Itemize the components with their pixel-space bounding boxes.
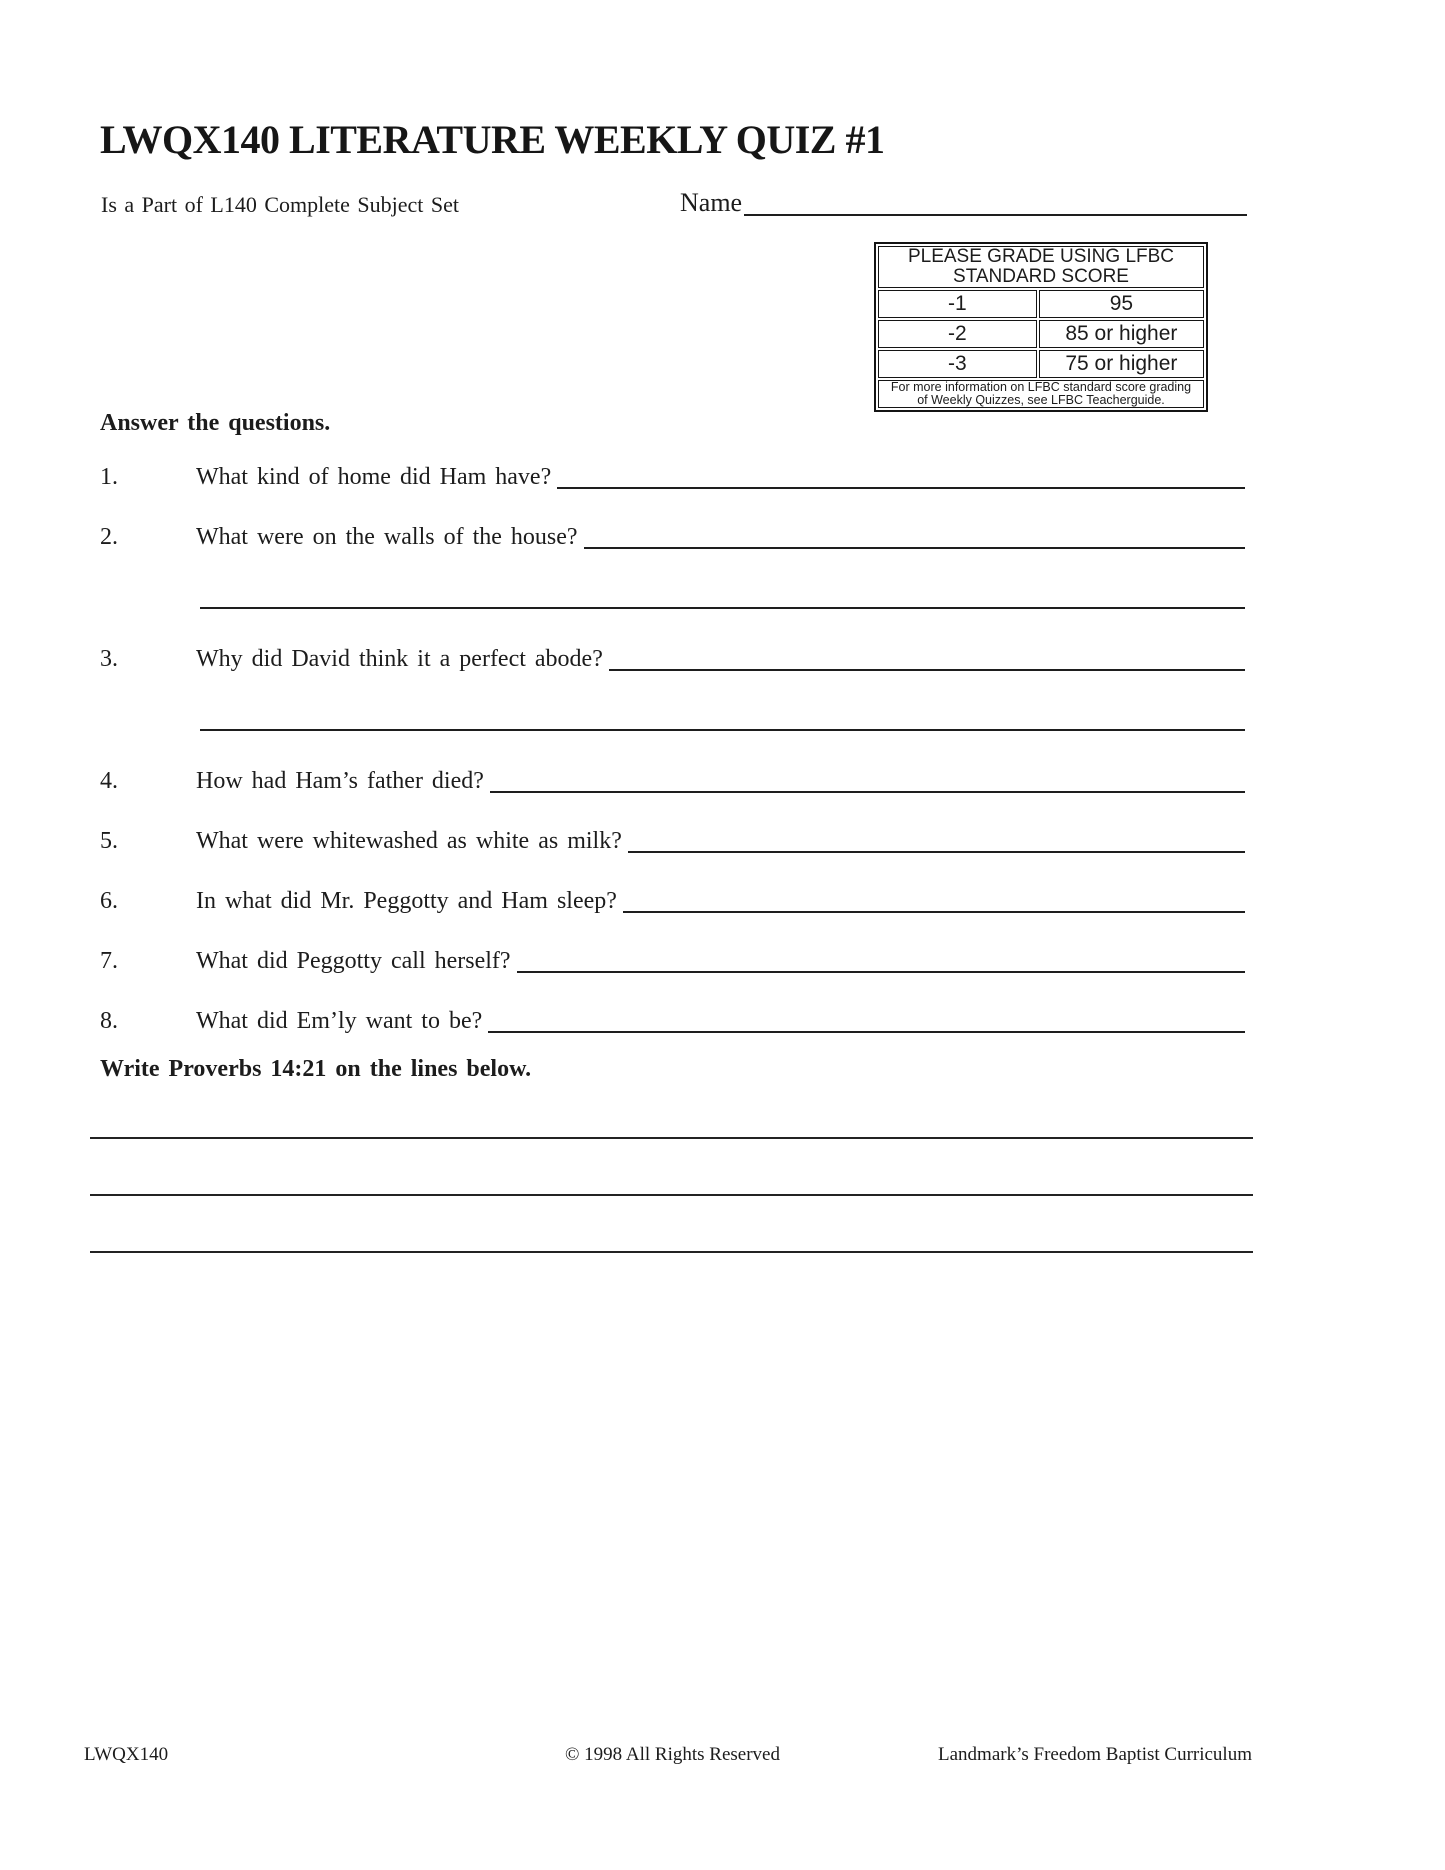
page-title: LWQX140 LITERATURE WEEKLY QUIZ #1 [100, 117, 885, 162]
question-number: 7. [100, 948, 118, 974]
footer-document-code: LWQX140 [84, 1744, 169, 1765]
question-number: 3. [100, 646, 118, 672]
answer-blank-line [557, 460, 1245, 489]
questions-list [100, 460, 1245, 1064]
grade-table-footnote [878, 380, 1204, 408]
question-row [100, 642, 1245, 676]
grade-table [874, 242, 1208, 412]
grade-table-header [878, 246, 1204, 288]
question-number: 6. [100, 888, 118, 914]
question-text: What kind of home did Ham have? [196, 464, 552, 490]
question-row [100, 520, 1245, 554]
question-row [100, 884, 1245, 918]
answer-continuation-line [200, 607, 1245, 609]
grade-cell: 75 or higher [1039, 350, 1204, 378]
grade-cell: 85 or higher [1039, 320, 1204, 348]
writing-line [90, 1194, 1253, 1196]
writing-line [90, 1251, 1253, 1253]
grade-table-row [878, 320, 1204, 348]
name-label: Name [680, 188, 743, 217]
score-cell: -2 [878, 320, 1037, 348]
question-text: What did Peggotty call herself? [196, 948, 511, 974]
question-text: What did Em’ly want to be? [196, 1008, 483, 1034]
answer-blank-line [628, 824, 1245, 853]
answer-blank-line [517, 944, 1245, 973]
grade-table-footnote-line1: For more information on LFBC standard score grading [890, 380, 1192, 394]
name-blank-line [744, 188, 1247, 216]
question-number: 5. [100, 828, 118, 854]
answer-blank-line [609, 642, 1245, 671]
subtitle: Is a Part of L140 Complete Subject Set [101, 192, 459, 217]
score-cell: -3 [878, 350, 1037, 378]
answer-blank-line [584, 520, 1245, 549]
writing-line [90, 1137, 1253, 1139]
answer-continuation-line [200, 729, 1245, 731]
proverbs-heading: Write Proverbs 14:21 on the lines below. [100, 1056, 532, 1082]
question-row [100, 460, 1245, 494]
answer-blank-line [490, 764, 1245, 793]
grade-cell: 95 [1039, 290, 1204, 318]
footer-copyright: © 1998 All Rights Reserved [565, 1744, 780, 1765]
question-text: Why did David think it a perfect abode? [196, 646, 603, 672]
grade-table-header-line2: STANDARD SCORE [953, 266, 1129, 287]
name-field [680, 188, 1247, 220]
question-number: 1. [100, 464, 118, 490]
question-number: 2. [100, 524, 118, 550]
answer-blank-line [488, 1004, 1245, 1033]
grade-table-row [878, 350, 1204, 378]
grade-table-header-line1: PLEASE GRADE USING LFBC [907, 246, 1175, 267]
score-cell: -1 [878, 290, 1037, 318]
question-number: 4. [100, 768, 118, 794]
question-number: 8. [100, 1008, 118, 1034]
question-text: What were on the walls of the house? [196, 524, 578, 550]
question-row [100, 1004, 1245, 1038]
answer-questions-heading: Answer the questions. [100, 410, 331, 436]
question-text: What were whitewashed as white as milk? [196, 828, 622, 854]
question-text: How had Ham’s father died? [196, 768, 484, 794]
question-row [100, 764, 1245, 798]
answer-blank-line [623, 884, 1245, 913]
proverbs-writing-lines [90, 1137, 1253, 1308]
question-row [100, 944, 1245, 978]
grade-table-row [878, 290, 1204, 318]
question-row [100, 824, 1245, 858]
grade-table-footnote-line2: of Weekly Quizzes, see LFBC Teacherguide. [917, 393, 1165, 407]
question-text: In what did Mr. Peggotty and Ham sleep? [196, 888, 617, 914]
footer-publisher: Landmark’s Freedom Baptist Curriculum [938, 1744, 1252, 1765]
